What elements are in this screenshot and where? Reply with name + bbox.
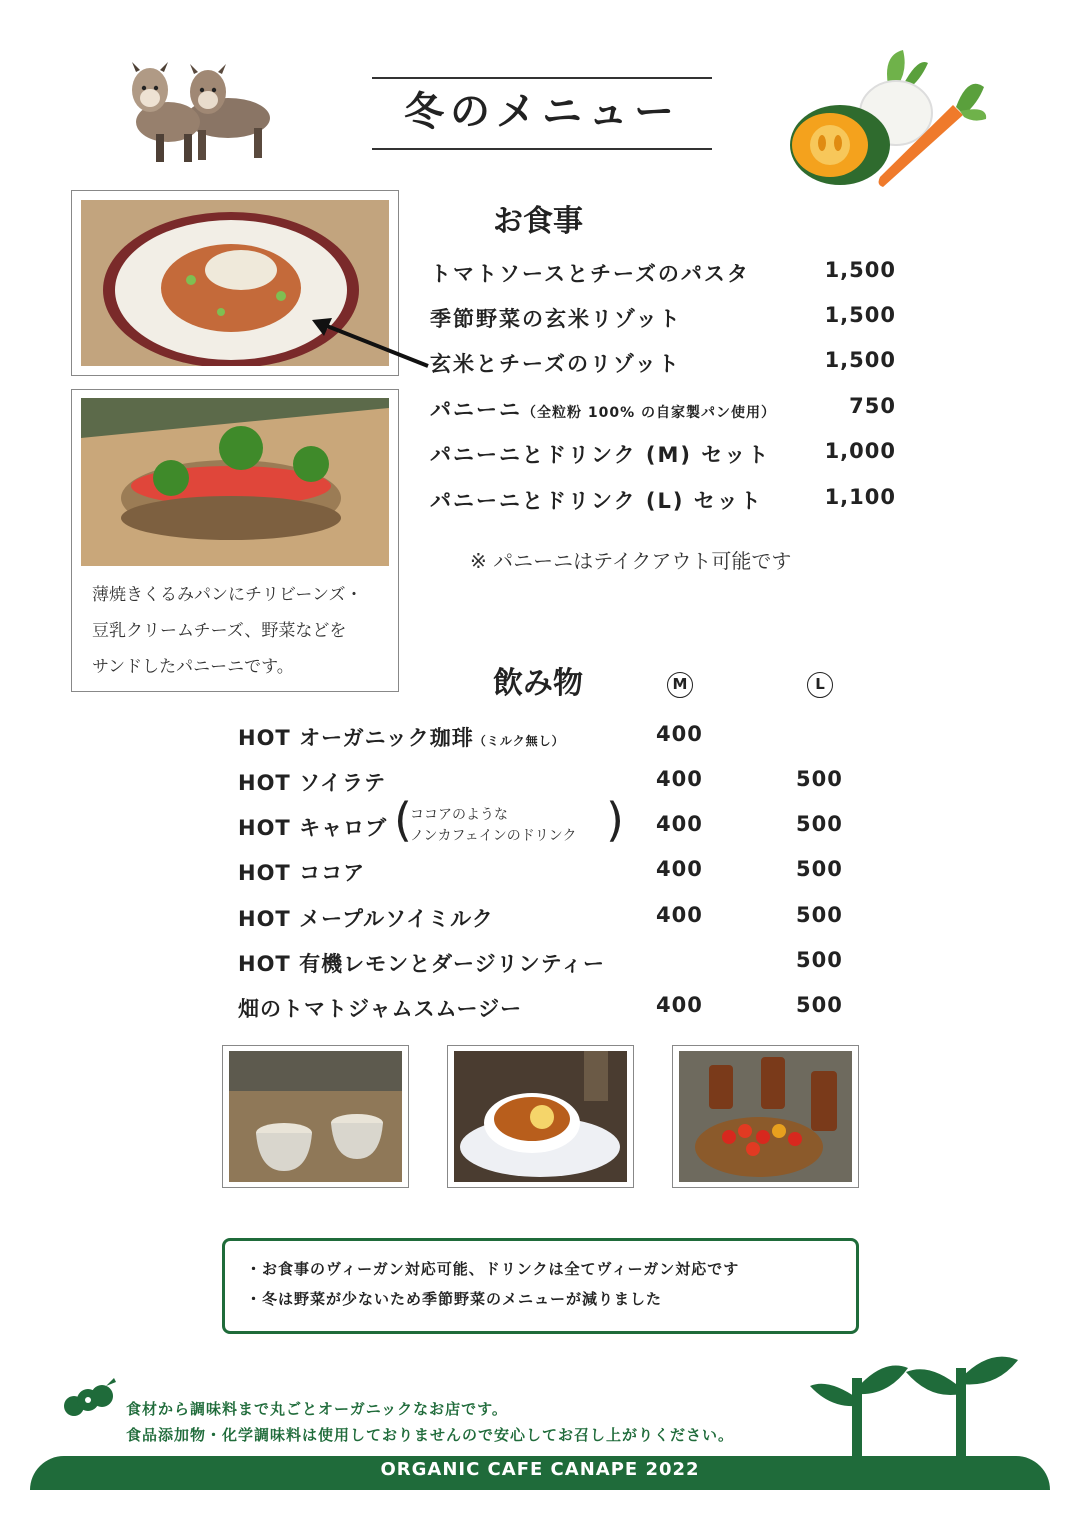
footer-brand: ORGANIC CAFE CANAPE 2022 [380,1459,700,1480]
food-item [430,348,896,378]
panini-caption-line-1: 薄焼きくるみパンにチリビーンズ・ [92,585,363,605]
goat-back [186,64,270,160]
drink-price-l: 500 [796,948,843,972]
food-item-name-wrap [430,394,776,424]
food-item [430,303,896,333]
drink-item-name: HOT 有機レモンとダージリンティー [238,952,605,976]
carob-note-line-2: ノンカフェインのドリンク [410,828,577,844]
food-item-name: パニーニ [430,398,522,422]
title-rule-top [372,77,712,79]
vegetables-illustration [788,45,990,195]
takeout-note: ※ パニーニはテイクアウト可能です [470,549,792,573]
drink-price-m: 400 [656,857,703,881]
goats-illustration [128,60,283,165]
food-item-price: 1,500 [824,348,896,372]
panini-caption-line-3: サンドしたパニーニです。 [92,657,294,677]
food-item [430,439,896,469]
drink-price-l: 500 [796,903,843,927]
food-item-name: パニーニとドリンク (L) セット [430,489,763,513]
food-item-price: 1,500 [824,303,896,327]
arrow-indicator [310,312,432,372]
drink-price-m: 400 [656,722,703,746]
drink-price-m: 400 [656,903,703,927]
food-item-price: 1,100 [824,485,896,509]
drink-item-name: HOT ココア [238,861,366,885]
food-item-name: トマトソースとチーズのパスタ [430,262,750,286]
paren-open: ( [394,793,412,847]
drink-price-m: 400 [656,812,703,836]
drink-item-name: HOT オーガニック珈琲 [238,726,474,750]
drink-item [238,767,858,797]
caterpillar-logo-icon [62,1378,120,1422]
drink-price-l: 500 [796,767,843,791]
pumpkin-icon [790,105,890,185]
drink-price-l: 500 [796,993,843,1017]
drink-item-name: HOT メープルソイミルク [238,907,494,931]
tomato-jam-photo [679,1051,852,1182]
drinks-heading: 飲み物 [493,666,583,701]
drink-item [238,903,858,933]
info-line-2: ・冬は野菜が少ないため季節野菜のメニューが減りました [246,1290,663,1308]
food-item-name: パニーニとドリンク (M) セット [430,443,771,467]
food-item [430,258,896,288]
food-item-name: 季節野菜の玄米リゾット [430,307,682,331]
title-rule-bottom [372,148,712,150]
food-item [430,394,896,424]
drink-item [238,993,858,1023]
drink-item-name: HOT キャロブ [238,816,388,840]
drink-item-name: HOT ソイラテ [238,771,387,795]
goat-front [132,62,200,162]
drink-item [238,948,858,978]
drink-item-note: （ミルク無し） [473,734,565,748]
drink-item [238,857,858,887]
food-item [430,485,896,515]
food-item-note: （全粒粉 100% の自家製パン使用） [522,405,776,421]
paren-close: ) [606,793,624,847]
info-line-1: ・お食事のヴィーガン対応可能、ドリンクは全てヴィーガン対応です [246,1260,740,1278]
carob-note-line-1: ココアのような [410,807,508,823]
footer-line-1: 食材から調味料まで丸ごとオーガニックなお店です。 [126,1400,508,1418]
drink-price-m: 400 [656,993,703,1017]
food-item-price: 750 [849,394,896,418]
food-heading: お食事 [493,204,583,239]
page-title: 冬のメニュー [404,89,680,135]
footer-line-2: 食品添加物・化学調味料は使用しておりませんので安心してお召し上がりください。 [126,1426,735,1444]
tea-photo [454,1051,627,1182]
food-item-price: 1,000 [824,439,896,463]
sprouts-illustration [808,1348,1020,1460]
drink-item-name-wrap [238,722,565,752]
panini-caption-line-2: 豆乳クリームチーズ、野菜などを [92,621,347,641]
drink-price-m: 400 [656,767,703,791]
drink-price-l: 500 [796,857,843,881]
food-item-name: 玄米とチーズのリゾット [430,352,681,376]
latte-photo [229,1051,402,1182]
size-l-icon: L [807,672,833,698]
food-item-price: 1,500 [824,258,896,282]
drink-item [238,722,858,752]
drink-item-name: 畑のトマトジャムスムージー [238,997,523,1021]
info-box [222,1238,859,1334]
drink-price-l: 500 [796,812,843,836]
size-m-icon: M [667,672,693,698]
panini-photo [81,398,389,566]
